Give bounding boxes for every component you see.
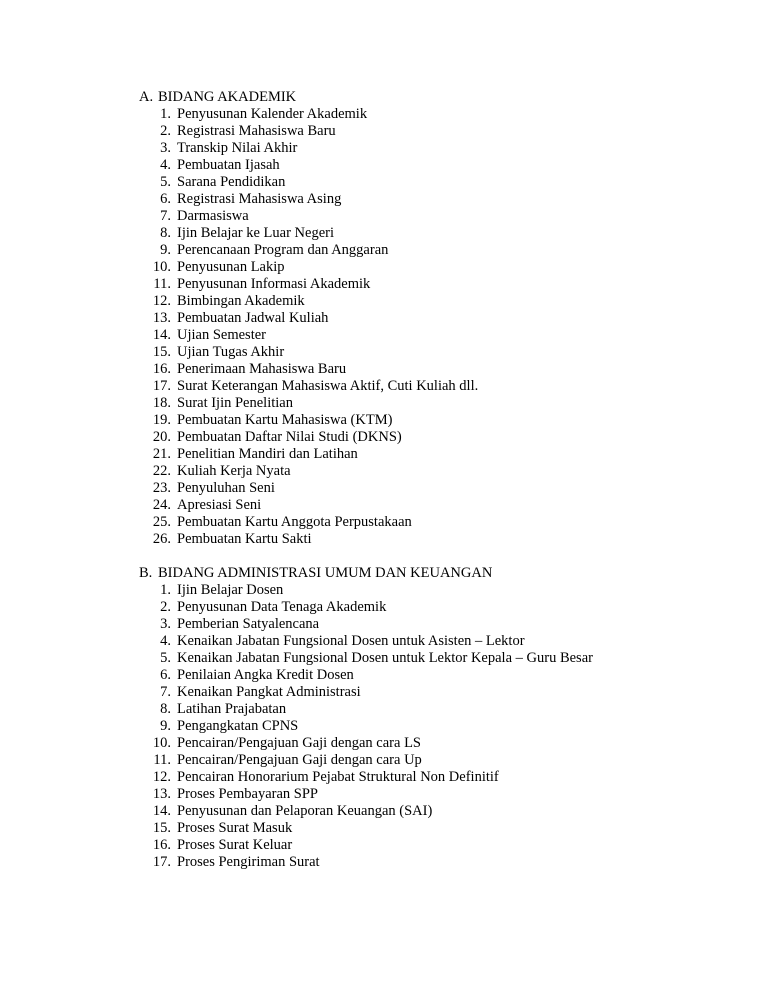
list-item — [139, 208, 699, 225]
list-item-number: 16. — [152, 361, 171, 377]
list-item-number: 11. — [153, 276, 171, 292]
list-item — [139, 752, 699, 769]
list-item-label: Registrasi Mahasiswa Asing — [177, 191, 342, 207]
list-item — [139, 514, 699, 531]
list-item-number: 14. — [152, 803, 171, 819]
list-item-label: Penyusunan dan Pelaporan Keuangan (SAI) — [177, 803, 433, 819]
list-item-number: 8. — [160, 225, 171, 241]
section-item-list — [139, 582, 699, 871]
list-item-label: Kenaikan Jabatan Fungsional Dosen untuk Asisten – Lektor — [177, 633, 525, 649]
list-item-label: Perencanaan Program dan Anggaran — [177, 242, 389, 258]
list-item-label: Proses Surat Keluar — [177, 837, 293, 853]
list-item-number: 26. — [152, 531, 171, 547]
document-body — [139, 89, 699, 871]
section-title: BIDANG AKADEMIK — [158, 89, 297, 105]
list-item-label: Pembuatan Kartu Anggota Perpustakaan — [177, 514, 412, 530]
list-item-label: Penyusunan Kalender Akademik — [177, 106, 368, 122]
list-item-label: Proses Surat Masuk — [177, 820, 293, 836]
list-item-label: Surat Ijin Penelitian — [177, 395, 293, 411]
list-item-number: 4. — [160, 633, 171, 649]
list-item — [139, 140, 699, 157]
list-item — [139, 157, 699, 174]
list-item — [139, 327, 699, 344]
list-item-number: 5. — [160, 650, 171, 666]
list-item-number: 10. — [152, 735, 171, 751]
list-item-number: 24. — [152, 497, 171, 513]
list-item — [139, 650, 699, 667]
section-title: BIDANG ADMINISTRASI UMUM DAN KEUANGAN — [158, 565, 493, 581]
document-section — [139, 565, 699, 871]
list-item-label: Darmasiswa — [177, 208, 249, 224]
list-item-label: Pengangkatan CPNS — [177, 718, 299, 734]
list-item — [139, 616, 699, 633]
list-item — [139, 174, 699, 191]
list-item-label: Penyusunan Lakip — [177, 259, 285, 275]
section-marker: A. — [139, 89, 154, 105]
list-item-label: Penilaian Angka Kredit Dosen — [177, 667, 354, 683]
list-item — [139, 769, 699, 786]
list-item — [139, 259, 699, 276]
list-item-number: 20. — [152, 429, 171, 445]
list-item-number: 19. — [152, 412, 171, 428]
list-item-number: 5. — [160, 174, 171, 190]
list-item-number: 3. — [160, 616, 171, 632]
list-item — [139, 446, 699, 463]
list-item-label: Transkip Nilai Akhir — [177, 140, 298, 156]
list-item — [139, 803, 699, 820]
list-item-label: Penerimaan Mahasiswa Baru — [177, 361, 347, 377]
list-item — [139, 463, 699, 480]
list-item — [139, 344, 699, 361]
list-item-number: 13. — [152, 786, 171, 802]
list-item-label: Penyusunan Informasi Akademik — [177, 276, 371, 292]
list-item — [139, 123, 699, 140]
list-item-label: Pencairan Honorarium Pejabat Struktural Non Definitif — [177, 769, 499, 785]
list-item — [139, 718, 699, 735]
list-item — [139, 497, 699, 514]
section-heading — [139, 89, 699, 106]
list-item — [139, 820, 699, 837]
list-item-number: 17. — [152, 378, 171, 394]
document-section — [139, 89, 699, 548]
list-item — [139, 395, 699, 412]
list-item-number: 23. — [152, 480, 171, 496]
list-item — [139, 701, 699, 718]
list-item-label: Surat Keterangan Mahasiswa Aktif, Cuti Kuliah dll. — [177, 378, 479, 394]
list-item-number: 21. — [152, 446, 171, 462]
list-item-label: Ujian Tugas Akhir — [177, 344, 285, 360]
list-item-number: 6. — [160, 667, 171, 683]
list-item-number: 6. — [160, 191, 171, 207]
list-item-label: Pembuatan Kartu Mahasiswa (KTM) — [177, 412, 393, 428]
list-item — [139, 276, 699, 293]
list-item-number: 1. — [160, 582, 171, 598]
list-item — [139, 599, 699, 616]
list-item-number: 12. — [152, 769, 171, 785]
list-item-label: Latihan Prajabatan — [177, 701, 287, 717]
list-item-number: 7. — [160, 684, 171, 700]
list-item-label: Pencairan/Pengajuan Gaji dengan cara LS — [177, 735, 421, 751]
list-item — [139, 735, 699, 752]
list-item — [139, 225, 699, 242]
list-item — [139, 786, 699, 803]
list-item-number: 11. — [153, 752, 171, 768]
list-item-label: Proses Pembayaran SPP — [177, 786, 318, 802]
list-item — [139, 667, 699, 684]
list-item-label: Apresiasi Seni — [177, 497, 262, 513]
list-item-number: 1. — [160, 106, 171, 122]
list-item-number: 2. — [160, 123, 171, 139]
list-item-label: Pembuatan Daftar Nilai Studi (DKNS) — [177, 429, 402, 445]
list-item-label: Penyusunan Data Tenaga Akademik — [177, 599, 387, 615]
list-item-number: 4. — [160, 157, 171, 173]
list-item-number: 9. — [160, 718, 171, 734]
section-heading — [139, 565, 699, 582]
list-item — [139, 361, 699, 378]
list-item — [139, 531, 699, 548]
list-item-label: Ujian Semester — [177, 327, 266, 343]
list-item-number: 12. — [152, 293, 171, 309]
list-item-label: Kenaikan Pangkat Administrasi — [177, 684, 361, 700]
list-item — [139, 837, 699, 854]
list-item-number: 3. — [160, 140, 171, 156]
list-item-number: 22. — [152, 463, 171, 479]
list-item-label: Sarana Pendidikan — [177, 174, 286, 190]
list-item-label: Pemberian Satyalencana — [177, 616, 320, 632]
list-item-label: Ijin Belajar ke Luar Negeri — [177, 225, 335, 241]
list-item-label: Proses Pengiriman Surat — [177, 854, 320, 870]
list-item-label: Pembuatan Jadwal Kuliah — [177, 310, 329, 326]
list-item-number: 7. — [160, 208, 171, 224]
list-item-label: Penyuluhan Seni — [177, 480, 275, 496]
list-item-number: 13. — [152, 310, 171, 326]
list-item-number: 15. — [152, 820, 171, 836]
list-item-number: 2. — [160, 599, 171, 615]
list-item-number: 9. — [160, 242, 171, 258]
list-item-number: 15. — [152, 344, 171, 360]
list-item-label: Pembuatan Ijasah — [177, 157, 280, 173]
list-item-number: 18. — [152, 395, 171, 411]
list-item — [139, 191, 699, 208]
section-marker: B. — [139, 565, 153, 581]
list-item — [139, 633, 699, 650]
list-item-number: 17. — [152, 854, 171, 870]
list-item-label: Ijin Belajar Dosen — [177, 582, 284, 598]
list-item-number: 16. — [152, 837, 171, 853]
list-item — [139, 293, 699, 310]
list-item — [139, 684, 699, 701]
list-item-label: Kuliah Kerja Nyata — [177, 463, 291, 479]
list-item — [139, 429, 699, 446]
list-item — [139, 480, 699, 497]
section-item-list — [139, 106, 699, 548]
list-item — [139, 310, 699, 327]
list-item-label: Penelitian Mandiri dan Latihan — [177, 446, 358, 462]
list-item-number: 25. — [152, 514, 171, 530]
list-item-number: 10. — [152, 259, 171, 275]
list-item-label: Kenaikan Jabatan Fungsional Dosen untuk Lektor Kepala – Guru Besar — [177, 650, 593, 666]
list-item-label: Bimbingan Akademik — [177, 293, 305, 309]
list-item — [139, 242, 699, 259]
list-item-label: Pencairan/Pengajuan Gaji dengan cara Up — [177, 752, 422, 768]
list-item-label: Pembuatan Kartu Sakti — [177, 531, 312, 547]
list-item — [139, 854, 699, 871]
list-item — [139, 412, 699, 429]
list-item-label: Registrasi Mahasiswa Baru — [177, 123, 336, 139]
list-item — [139, 106, 699, 123]
list-item — [139, 582, 699, 599]
list-item-number: 8. — [160, 701, 171, 717]
list-item-number: 14. — [152, 327, 171, 343]
list-item — [139, 378, 699, 395]
